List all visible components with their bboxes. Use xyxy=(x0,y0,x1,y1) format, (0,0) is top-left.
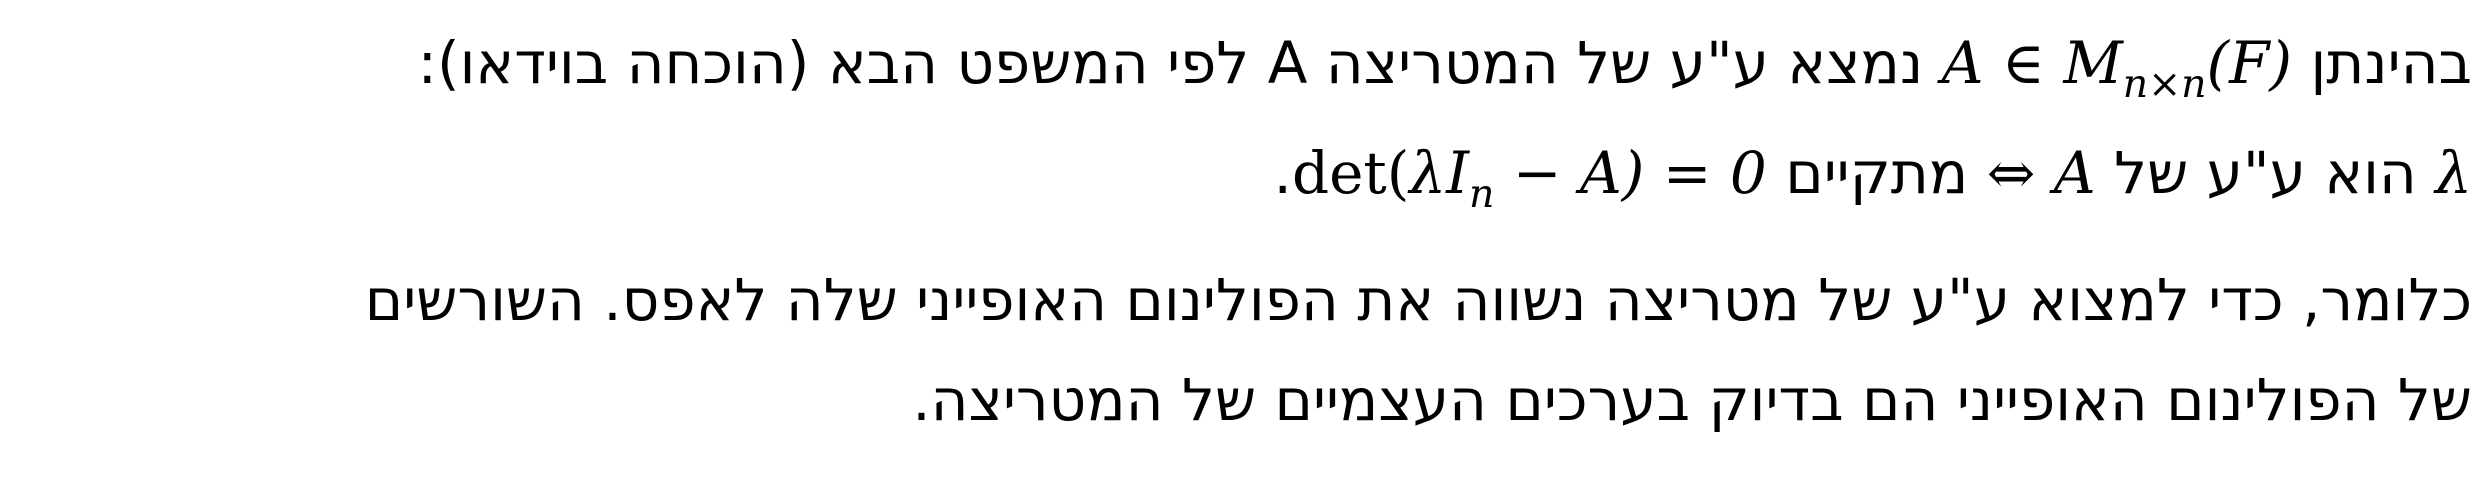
intro-text-end: נמצא ע"ע של המטריצה A לפי המשפט הבא (הוכחה בוידאו): xyxy=(417,29,1924,97)
formula-lambda-2: λ xyxy=(1409,139,1447,207)
formula-a: A xyxy=(1941,29,1984,97)
formula-matrix-a: A xyxy=(2053,139,2096,207)
formula-m: M xyxy=(2063,29,2123,97)
characteristic-equation xyxy=(1292,128,1767,218)
statement-text-2: מתקיים xyxy=(1785,139,1969,207)
intro-text-start: בהינתן xyxy=(2310,29,2472,97)
formula-identity: I xyxy=(1446,139,1470,207)
statement-text-1: הוא ע"ע של xyxy=(2114,139,2417,207)
statement-period: . xyxy=(1273,139,1292,207)
formula-identity-subscript: n xyxy=(1469,170,1495,217)
formula-det: det( xyxy=(1291,139,1410,207)
explanation-line-1: כלומר, כדי למצוא ע"ע של מטריצה נשווה את הפולינום האופייני שלה לאפס. השורשים xyxy=(364,266,2472,334)
matrix-membership-formula xyxy=(1942,18,2292,108)
formula-lambda: λ xyxy=(2435,139,2472,207)
explanation-line-2: של הפולינום האופייני הם בדיוק בערכים העצמיים של המטריצה. xyxy=(912,366,2472,434)
formula-element-of: ∈ xyxy=(2001,29,2045,97)
formula-subscript: n×n xyxy=(2122,60,2207,107)
formula-field: (F) xyxy=(2206,29,2293,97)
formula-rest: − A) = 0 xyxy=(1512,139,1767,207)
theorem-intro-line xyxy=(20,18,2472,108)
iff-symbol: ⇔ xyxy=(1986,139,2036,207)
theorem-statement-line xyxy=(20,128,2472,218)
